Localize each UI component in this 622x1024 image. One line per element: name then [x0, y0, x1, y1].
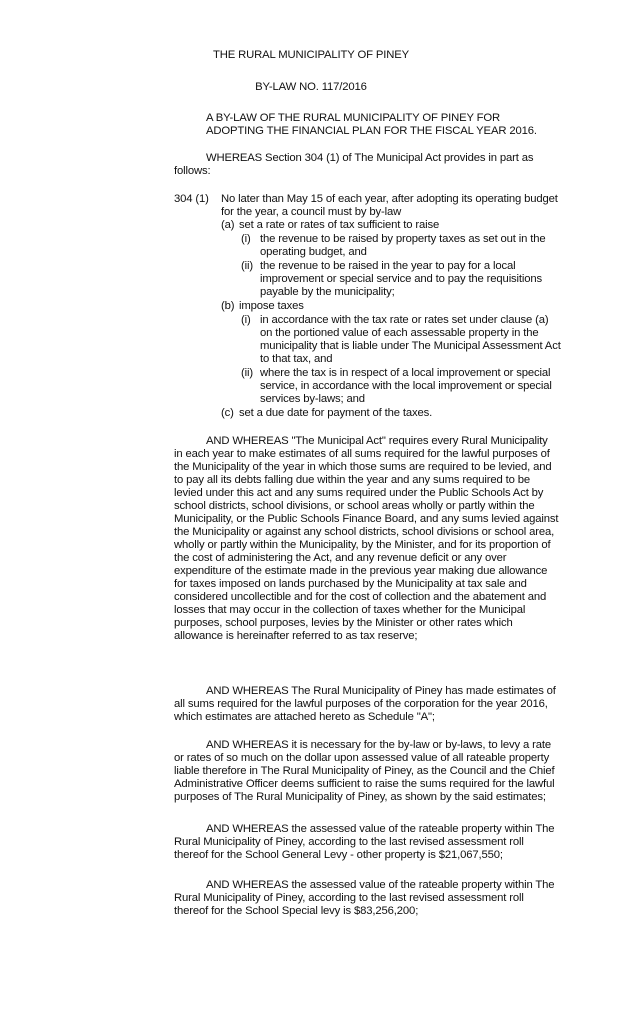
- paragraph-line: Administrative Officer deems sufficient to raise the sums required for the lawful: [174, 778, 555, 790]
- purpose-line: ADOPTING THE FINANCIAL PLAN FOR THE FISCAL YEAR 2016.: [206, 125, 537, 137]
- clause-a-i-label: (i): [241, 233, 251, 245]
- clause-a-ii-line: the revenue to be raised in the year to pay for a local: [260, 260, 516, 272]
- paragraph-line: Rural Municipality of Piney, according to the last revised assessment roll: [174, 836, 524, 848]
- clause-b-ii-line: where the tax is in respect of a local improvement or special: [260, 367, 551, 379]
- clause-c-text: set a due date for payment of the taxes.: [239, 407, 433, 419]
- clause-a-ii-line: payable by the municipality;: [260, 286, 395, 298]
- paragraph-line: AND WHEREAS "The Municipal Act" requires every Rural Municipality: [206, 435, 548, 447]
- paragraph-line: allowance is hereinafter referred to as tax reserve;: [174, 630, 418, 642]
- document-title: THE RURAL MUNICIPALITY OF PINEY: [212, 49, 409, 61]
- paragraph-line: losses that may occur in the collection of taxes whether for the Municipal: [174, 604, 526, 616]
- paragraph-line: AND WHEREAS the assessed value of the rateable property within The: [206, 823, 555, 835]
- paragraph-line: thereof for the School Special levy is $83,256,200;: [174, 905, 419, 917]
- paragraph-line: the cost of administering the Act, and any revenue deficit or any over: [174, 552, 507, 564]
- paragraph-line: in each year to make estimates of all sums required for the lawful purposes of: [174, 448, 550, 460]
- paragraph-line: which estimates are attached hereto as Schedule "A";: [174, 711, 435, 723]
- paragraph-line: all sums required for the lawful purposes of the corporation for the year 2016,: [174, 698, 548, 710]
- paragraph-line: expenditure of the estimate made in the previous year making due allowance: [174, 565, 548, 577]
- paragraph-line: AND WHEREAS the assessed value of the rateable property within The: [206, 879, 555, 891]
- clause-a-i-line: the revenue to be raised by property taxes as set out in the: [260, 233, 546, 245]
- paragraph-line: to pay all its debts falling due within the year and any sums required to be: [174, 474, 530, 486]
- paragraph-line: AND WHEREAS The Rural Municipality of Piney has made estimates of: [206, 685, 556, 697]
- clause-b-i-line: on the portioned value of each assessable property in the: [260, 327, 539, 339]
- clause-b-i-line: municipality that is liable under The Municipal Assessment Act: [260, 340, 561, 352]
- section-line: No later than May 15 of each year, after adopting its operating budget: [221, 193, 558, 205]
- paragraph-line: wholly or partly within the Municipality, by the Minister, and for its proportion of: [174, 539, 551, 551]
- paragraph-line: the Municipality or against any school districts, school divisions or school area,: [174, 526, 555, 538]
- clause-b-i-line: in accordance with the tax rate or rates set under clause (a): [260, 314, 549, 326]
- clause-b-label: (b): [221, 300, 235, 312]
- paragraph-line: liable therefore in The Rural Municipality of Piney, as the Council and the Chief: [174, 765, 555, 777]
- clause-a-ii-line: improvement or special service and to pay the requisitions: [260, 273, 543, 285]
- clause-a-label: (a): [221, 219, 235, 231]
- paragraph-line: Municipality, or the Public Schools Finance Board, and any sums levied against: [174, 513, 559, 525]
- paragraph-line: purposes, school purposes, levies by the Minister or other rates which: [174, 617, 513, 629]
- paragraph-line: considered uncollectible and for the cost of collection and the abatement and: [174, 591, 547, 603]
- paragraph-line: levied under this act and any sums required under the Public Schools Act by: [174, 487, 544, 499]
- clause-a-i-line: operating budget, and: [260, 246, 367, 258]
- paragraph-line: school districts, school divisions, or school areas wholly or partly within the: [174, 500, 535, 512]
- bylaw-number: BY-LAW NO. 117/2016: [255, 81, 367, 93]
- paragraph-line: Rural Municipality of Piney, according to the last revised assessment roll: [174, 892, 524, 904]
- clause-b-text: impose taxes: [239, 300, 304, 312]
- clause-a-text: set a rate or rates of tax sufficient to raise: [239, 219, 440, 231]
- whereas-intro-line: follows:: [174, 165, 211, 177]
- paragraph-line: thereof for the School General Levy - other property is $21,067,550;: [174, 849, 503, 861]
- clause-c-label: (c): [221, 407, 234, 419]
- paragraph-line: or rates of so much on the dollar upon assessed value of all rateable property: [174, 752, 550, 764]
- whereas-intro-line: WHEREAS Section 304 (1) of The Municipal Act provides in part as: [206, 152, 534, 164]
- clause-a-ii-label: (ii): [241, 260, 253, 272]
- paragraph-line: purposes of The Rural Municipality of Piney, as shown by the said estimates;: [174, 791, 546, 803]
- clause-b-ii-line: service, in accordance with the local improvement or special: [260, 380, 552, 392]
- clause-b-ii-label: (ii): [241, 367, 253, 379]
- purpose-line: A BY-LAW OF THE RURAL MUNICIPALITY OF PINEY FOR: [206, 112, 501, 124]
- clause-b-ii-line: services by-laws; and: [260, 393, 365, 405]
- clause-b-i-label: (i): [241, 314, 251, 326]
- paragraph-line: AND WHEREAS it is necessary for the by-law or by-laws, to levy a rate: [206, 739, 551, 751]
- paragraph-line: for taxes imposed on lands purchased by the Municipality at tax sale and: [174, 578, 527, 590]
- clause-b-i-line: to that tax, and: [260, 353, 333, 365]
- section-number: 304 (1): [174, 193, 209, 205]
- paragraph-line: the Municipality of the year in which those sums are required to be levied, and: [174, 461, 552, 473]
- section-line: for the year, a council must by by-law: [221, 206, 402, 218]
